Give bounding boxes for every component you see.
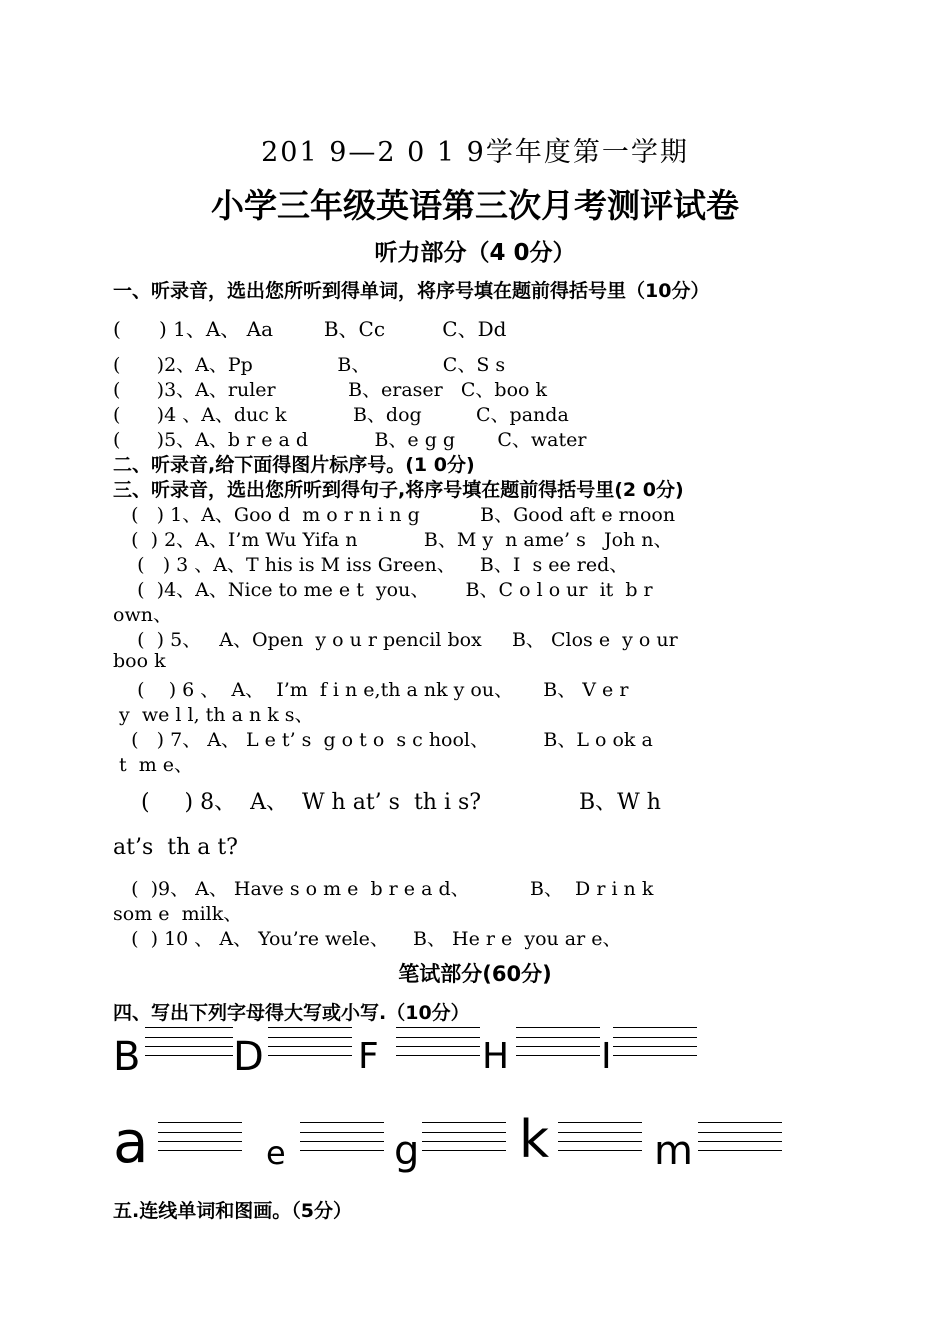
letter-F: F	[358, 1036, 379, 1077]
letter-a: a	[113, 1108, 149, 1176]
s1-item-1: ( ) 1、A、 Aa B、Cc C、Dd	[113, 317, 507, 341]
s1-item-2: ( )2、A、Pp B、 C、S s	[113, 354, 506, 376]
letter-H: H	[482, 1036, 510, 1077]
writing-lines-g[interactable]	[422, 1122, 506, 1159]
s3-line-3: ( ) 3 、A、T his is M iss Green、 B、I s ee red、	[113, 554, 629, 576]
writing-lines-D[interactable]	[268, 1027, 352, 1064]
s3-line-7: boo k	[113, 650, 166, 672]
s3-line-6: ( ) 5、 A、Open y o u r pencil box B、 Clos e y o ur	[113, 629, 678, 651]
letter-e: e	[266, 1134, 286, 1172]
s3-line-14: ( )9、 A、 Have s o m e b r e a d、 B、 D r i n k	[113, 878, 654, 900]
section1-heading: 一、听录音，选出您所听到得单词，将序号填在题前得括号里（10分）	[113, 280, 710, 302]
s3-line-11: t m e、	[113, 754, 194, 776]
s3-line-15: som e milk、	[113, 903, 243, 925]
s1-item-5: ( )5、A、b r e a d B、e g g C、water	[113, 429, 587, 451]
section2-heading: 二、听录音,给下面得图片标序号。(1 0分)	[113, 454, 475, 476]
s3-line-8: ( ) 6 、 A、 I’m f i n e,th a nk y ou、 B、 V e r	[113, 679, 629, 701]
s3-line-4: ( )4、A、Nice to me e t you、 B、C o l o ur it b r	[113, 579, 653, 601]
writing-lines-B[interactable]	[145, 1027, 233, 1064]
letter-g: g	[394, 1128, 420, 1174]
s1-item-4: ( )4 、A、duc k B、dog C、panda	[113, 404, 569, 426]
letter-k: k	[519, 1110, 550, 1170]
writing-lines-k[interactable]	[558, 1122, 642, 1159]
letter-D: D	[233, 1034, 264, 1080]
exam-title: 小学三年级英语第三次月考测评试卷	[211, 186, 739, 225]
s3-line-2: ( ) 2、A、I’m Wu Yifa n B、M y n ame’ s Joh n、	[113, 529, 673, 551]
s3-line-16: ( ) 10 、 A、 You’re wele、 B、 He r e you ar e、	[113, 928, 622, 950]
section3-heading: 三、听录音，选出您所听到得句子,将序号填在题前得括号里(2 0分)	[113, 479, 684, 501]
writing-lines-a[interactable]	[158, 1122, 242, 1159]
letter-I: I	[601, 1036, 612, 1077]
letter-B: B	[113, 1034, 141, 1080]
written-heading: 笔试部分(60分)	[398, 962, 552, 986]
term-line: 201 9—2 0 1 9学年度第一学期	[261, 137, 689, 168]
listening-heading: 听力部分（4 0分）	[374, 240, 576, 266]
s1-item-3: ( )3、A、ruler B、eraser C、boo k	[113, 379, 548, 401]
writing-lines-I[interactable]	[613, 1027, 697, 1064]
writing-lines-H[interactable]	[516, 1027, 600, 1064]
s3-line-1: ( ) 1、A、Goo d m o r n i n g B、Good aft e rnoon	[113, 504, 676, 526]
writing-lines-e[interactable]	[300, 1122, 384, 1159]
s3-line-5: own、	[113, 604, 172, 626]
s3-line-10: ( ) 7、 A、 L e t’ s g o t o s c hool、 B、L o ok a	[113, 729, 653, 751]
s3-line-12: ( ) 8、 A、 W h at’ s th i s? B、W h	[113, 790, 661, 815]
section5-heading: 五.连线单词和图画。（5分）	[113, 1200, 352, 1222]
letter-m: m	[654, 1128, 693, 1174]
s3-line-9: y we l l, th a n k s、	[113, 704, 314, 726]
writing-lines-F[interactable]	[396, 1027, 480, 1064]
s3-line-13: at’s th a t?	[113, 835, 238, 860]
section4-heading: 四、写出下列字母得大写或小写.（10分）	[113, 1002, 470, 1024]
writing-lines-m[interactable]	[698, 1122, 782, 1159]
